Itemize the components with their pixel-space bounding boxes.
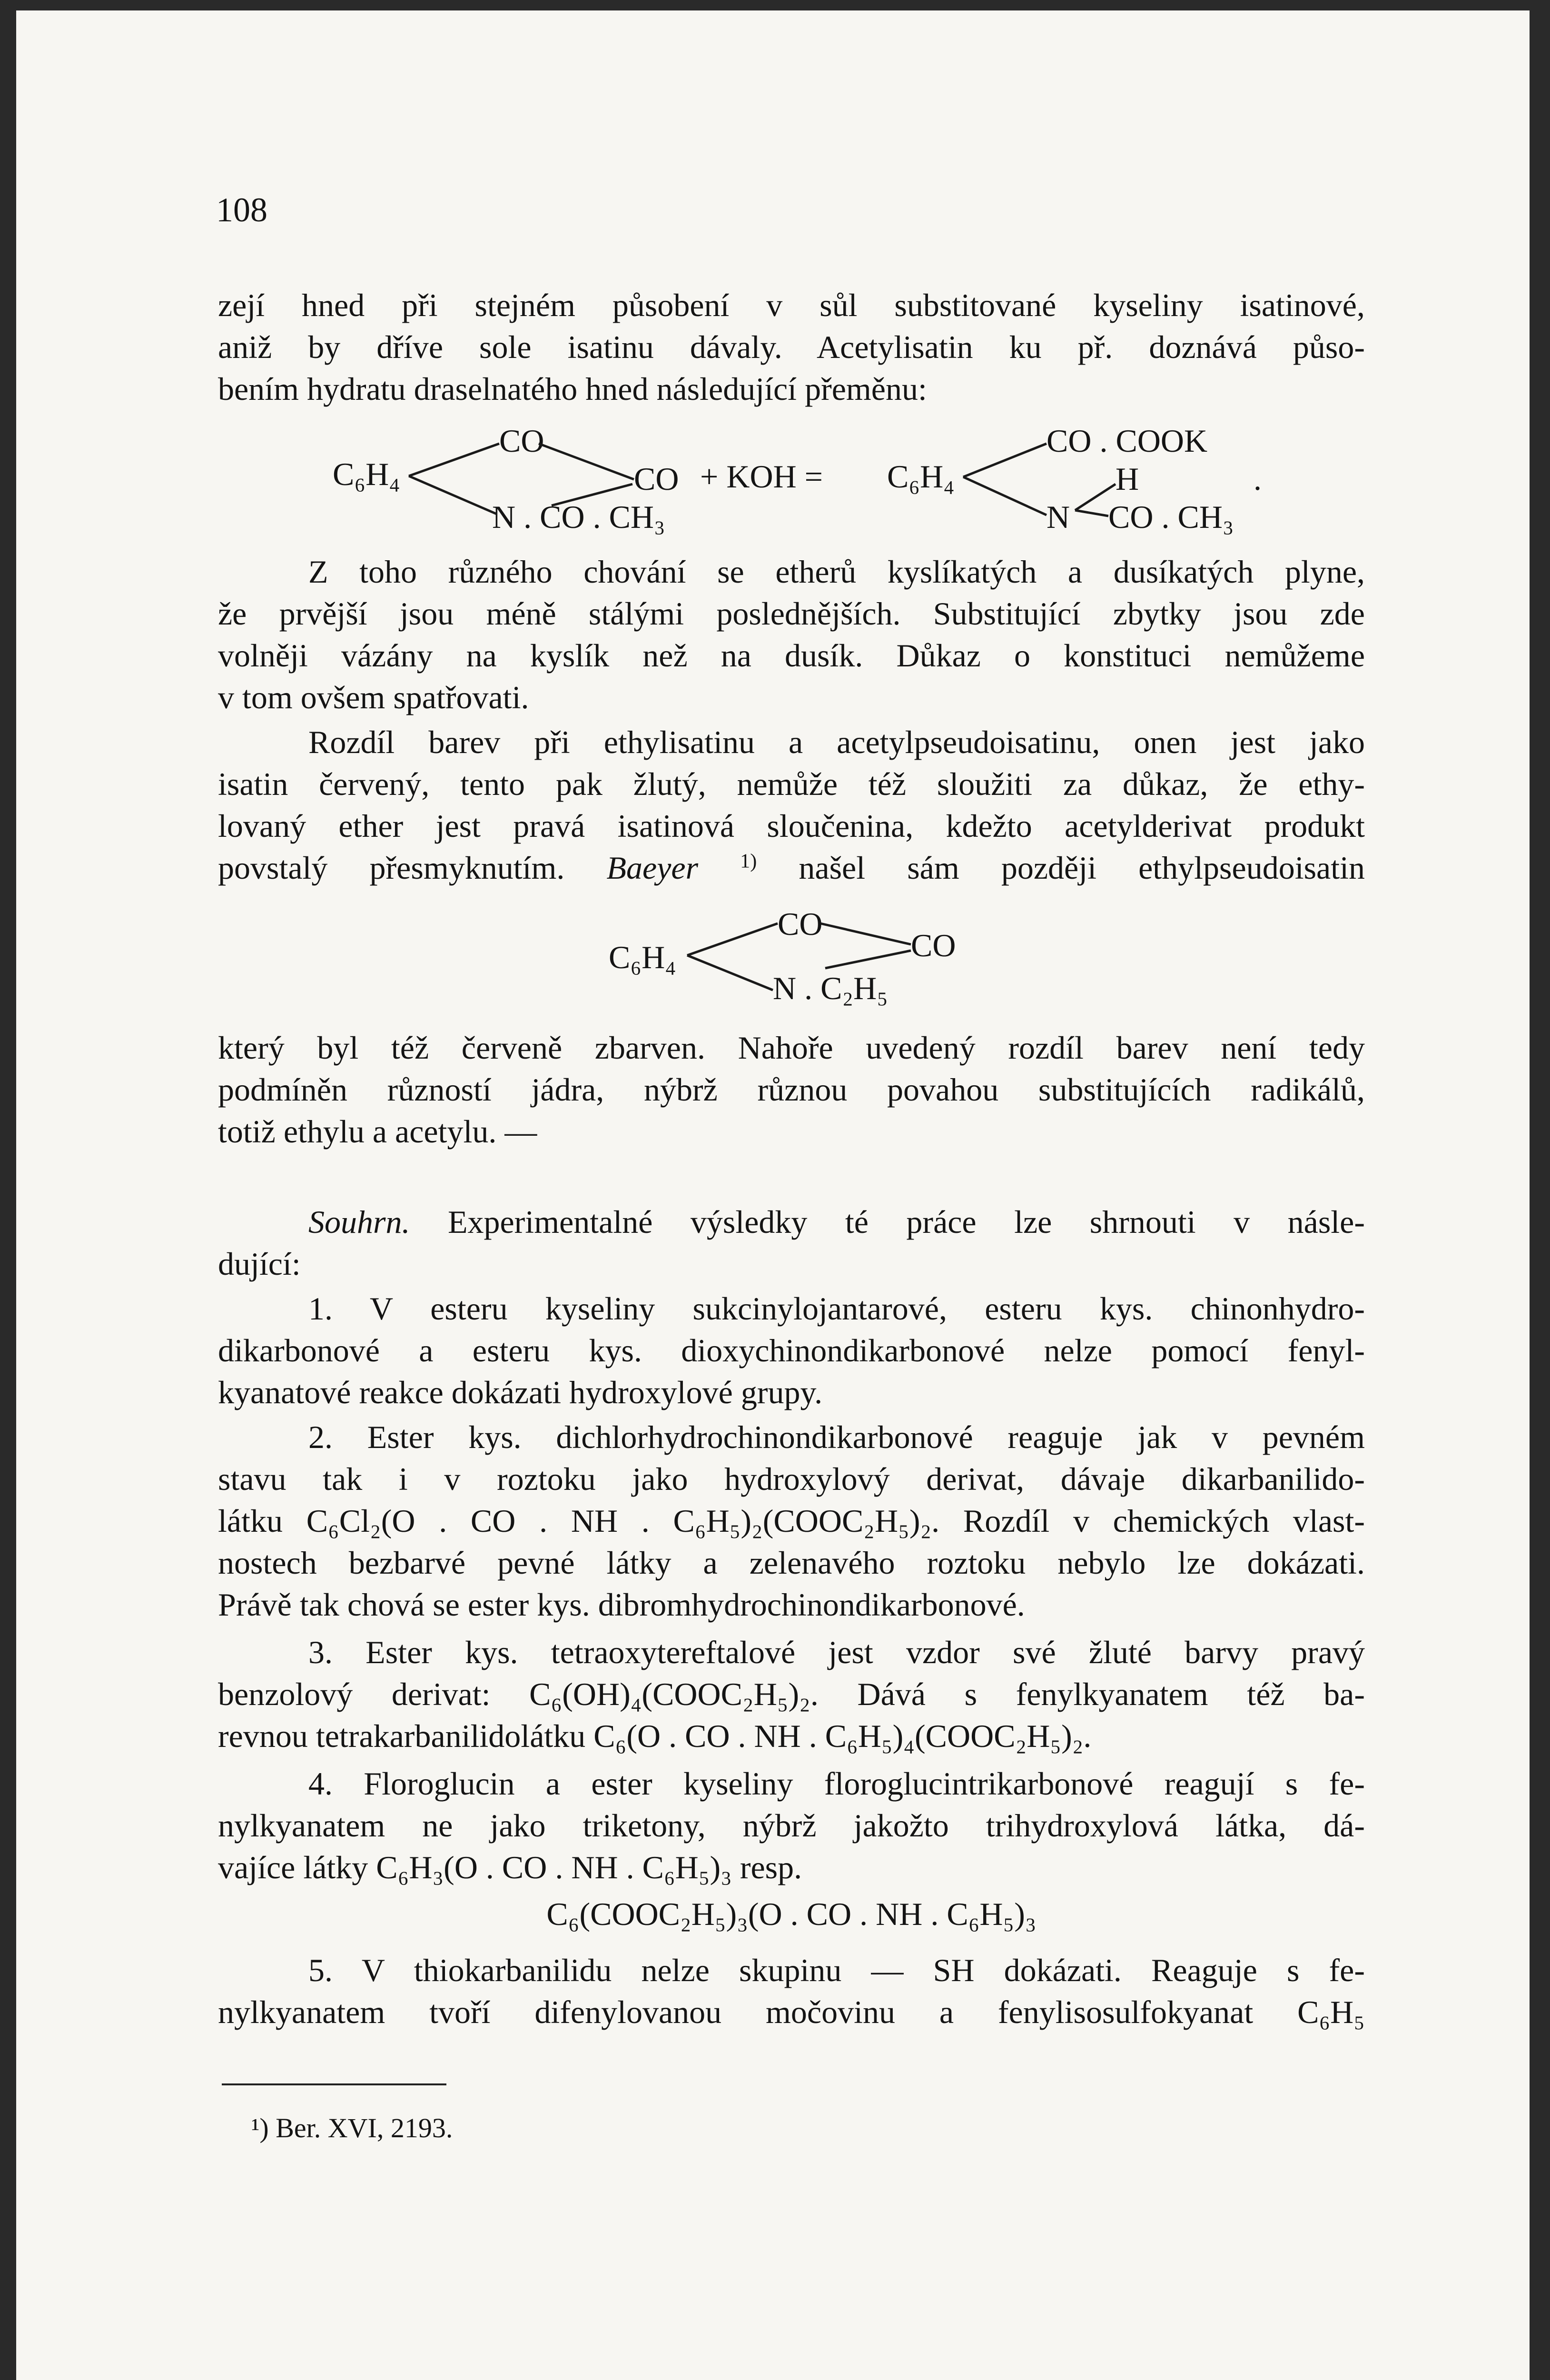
text-line: 4. Floroglucin a ester kyseliny floroglucintrikarbonové reagují s fe- [308, 1765, 1365, 1802]
text-line: 3. Ester kys. tetraoxytereftalové jest vzdor své žluté barvy pravý [308, 1634, 1365, 1670]
text-line: látku C₆Cl₂(O . CO . NH . C₆H₅)₂(COOC₂H₅)₂. Rozdíl v chemických vlast- [218, 1503, 1365, 1539]
text-line: Právě tak chová se ester kys. dibromhydrochinondikarbonové. [218, 1587, 1025, 1623]
page-number: 108 [216, 191, 267, 229]
formula2-bottom: N . C₂H₅ [773, 970, 888, 1006]
footnote-ref: 1) [740, 850, 757, 873]
text-line: kyanatové reakce dokázati hydroxylové grupy. [218, 1374, 823, 1410]
formula2-top: CO [778, 906, 823, 942]
formula-left-prefix: C₆H₄ [333, 456, 400, 492]
text-line: aniž by dříve sole isatinu dávaly. Acetylisatin ku př. doznává půso- [218, 329, 1365, 365]
text-line: dující: [218, 1246, 301, 1282]
formula-bonds [16, 10, 1530, 582]
formula-line: C₆(COOC₂H₅)₃(O . CO . NH . C₆H₅)₃ [546, 1896, 1037, 1932]
text-line: totiž ethylu a acetylu. — [218, 1113, 537, 1150]
formula-right-n: N [1046, 499, 1070, 535]
text-line: 1. V esteru kyseliny sukcinylojantarové, esteru kys. chinonhydro- [308, 1290, 1365, 1327]
text-line: který byl též červeně zbarven. Nahoře uvedený rozdíl barev není tedy [218, 1030, 1365, 1066]
text-line: nylkyanatem tvoří difenylovanou močovinu a fenylisosulfokyanat C₆H₅ [218, 1994, 1365, 2030]
footnote: ¹) Ber. XVI, 2193. [251, 2112, 453, 2143]
text-line: v tom ovšem spatřovati. [218, 679, 529, 715]
formula2-mid: CO [911, 927, 956, 963]
formula-left-mid: CO [634, 461, 679, 497]
text-line: že prvější jsou méně stálými poslednějších. Substitující zbytky jsou zde [218, 595, 1365, 632]
text-line: isatin červený, tento pak žlutý, nemůže též sloužiti za důkaz, že ethy- [218, 766, 1365, 802]
formula-left-bottom: N . CO . CH₃ [492, 499, 665, 535]
formula-dot: . [1254, 461, 1262, 497]
text-line: 5. V thiokarbanilidu nelze skupinu — SH dokázati. Reaguje s fe- [308, 1952, 1365, 1988]
book-page [16, 10, 1530, 2380]
text-line: 2. Ester kys. dichlorhydrochinondikarbonové reaguje jak v pevném [308, 1419, 1365, 1455]
text-line: volněji vázány na kyslík než na dusík. Důkaz o konstituci nemůžeme [218, 637, 1365, 674]
text-line: benzolový derivat: C₆(OH)₄(COOC₂H₅)₂. Dává s fenylkyanatem též ba- [218, 1676, 1365, 1712]
footnote-rule [222, 2083, 446, 2085]
text-line: zejí hned při stejném působení v sůl substitované kyseliny isatinové, [218, 287, 1365, 323]
text-line: vajíce látky C₆H₃(O . CO . NH . C₆H₅)₃ resp. [218, 1849, 802, 1885]
text-line: Rozdíl barev při ethylisatinu a acetylpseudoisatinu, onen jest jako [308, 724, 1365, 760]
formula-operator: + KOH = [700, 458, 823, 495]
text-line: bením hydratu draselnatého hned následující přeměnu: [218, 371, 927, 407]
formula2-bonds [16, 867, 1530, 1020]
text-line: revnou tetrakarbanilidolátku C₆(O . CO . NH . C₆H₅)₄(COOC₂H₅)₂. [218, 1718, 1092, 1754]
text-line [218, 1201, 1365, 1243]
text-run: Experimentalné výsledky té práce lze shrnouti v násle- [447, 1204, 1365, 1240]
author-name: Baeyer [606, 850, 699, 886]
formula-right-top: CO . COOK [1046, 423, 1208, 459]
formula-right-h: H [1116, 461, 1139, 497]
text-line: nostech bezbarvé pevné látky a zelenavého roztoku nebylo lze dokázati. [218, 1545, 1365, 1581]
formula-right-bottom: CO . CH₃ [1108, 499, 1234, 535]
text-run: našel sám později ethylpseudoisatin [799, 850, 1365, 886]
formula-right-prefix: C₆H₄ [887, 458, 955, 495]
text-line: dikarbonové a esteru kys. dioxychinondikarbonové nelze pomocí fenyl- [218, 1332, 1365, 1368]
text-line: stavu tak i v roztoku jako hydroxylový derivat, dávaje dikarbanilido- [218, 1461, 1365, 1497]
text-run: povstalý přesmyknutím. [218, 850, 565, 886]
text-line: Z toho různého chování se etherů kyslíkatých a dusíkatých plyne, [308, 554, 1365, 590]
summary-label: Souhrn. [308, 1204, 410, 1240]
text-line: nylkyanatem ne jako triketony, nýbrž jakožto trihydroxylová látka, dá- [218, 1807, 1365, 1844]
formula-left-top: CO [499, 423, 544, 459]
formula2-prefix: C₆H₄ [609, 939, 676, 975]
text-line: podmíněn růzností jádra, nýbrž různou povahou substitujících radikálů, [218, 1071, 1365, 1108]
text-line: lovaný ether jest pravá isatinová sloučenina, kdežto acetylderivat produkt [218, 808, 1365, 844]
